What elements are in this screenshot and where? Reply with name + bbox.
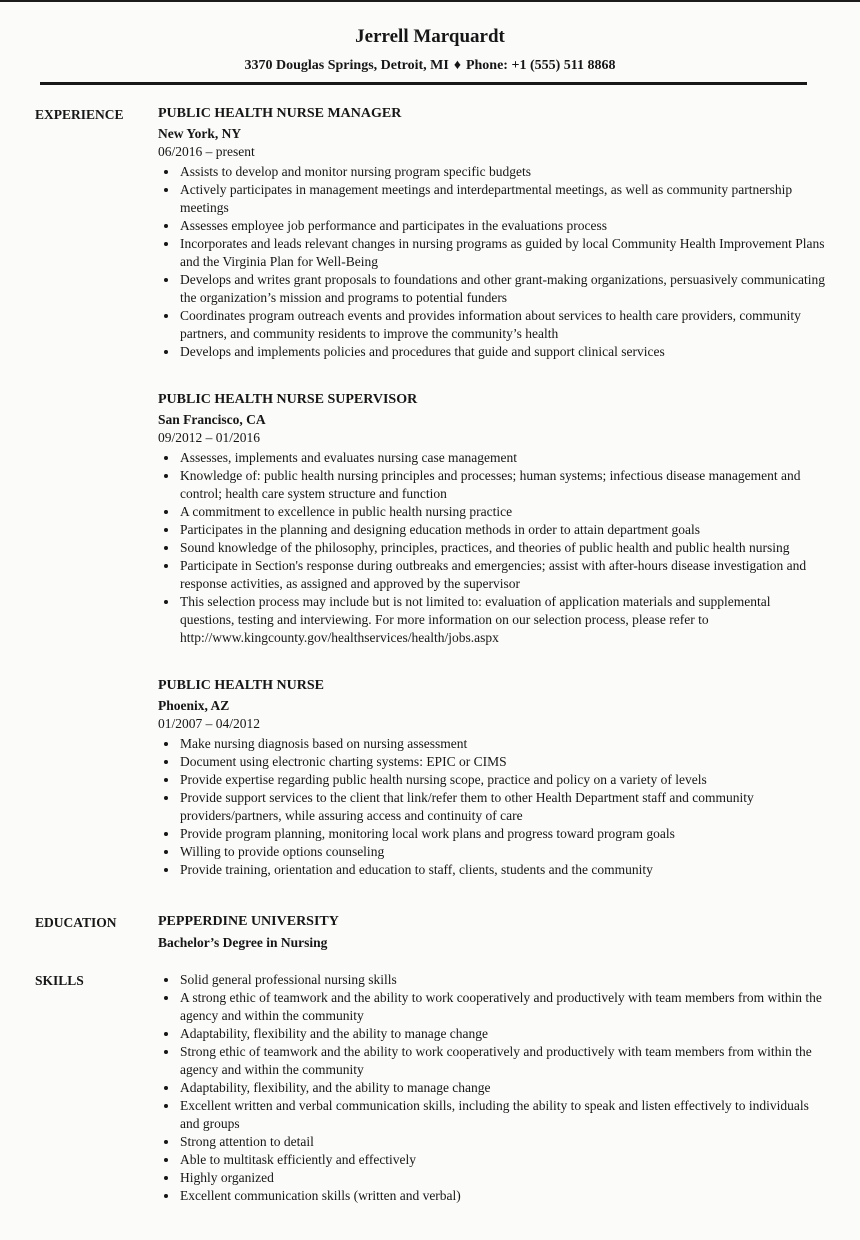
bullet-item: • Solid general professional nursing skills (179, 971, 825, 989)
contact-phone: Phone: +1 (555) 511 8868 (465, 58, 616, 73)
job-location: New York, NY (158, 126, 242, 141)
contact-line (0, 57, 860, 75)
education-content (158, 913, 825, 951)
job-bullet-list (158, 163, 825, 361)
resume-body (0, 85, 860, 1205)
education-section (35, 913, 825, 951)
bullet-item: • Highly organized (179, 1169, 825, 1187)
bullet-item: • Document using electronic charting systems: EPIC or CIMS (179, 753, 825, 771)
job-dates: 09/2012 – 01/2016 (158, 430, 261, 445)
job-location: Phoenix, AZ (158, 698, 230, 713)
bullet-item: • Provide expertise regarding public health nursing scope, practice and policy on a variety of levels (179, 771, 825, 789)
job-bullet-list (158, 735, 825, 879)
bullet-item: • A strong ethic of teamwork and the ability to work cooperatively and productively with team members from within the agency and within the community (179, 989, 825, 1025)
bullet-item: • Actively participates in management meetings and interdepartmental meetings, as well as community partnership meetings (179, 181, 825, 217)
job-title: PUBLIC HEALTH NURSE SUPERVISOR (158, 392, 418, 407)
job-location: San Francisco, CA (158, 412, 266, 427)
bullet-item: • Able to multitask efficiently and effectively (179, 1151, 825, 1169)
bullet-item: • Strong attention to detail (179, 1133, 825, 1151)
bullet-item: • Assesses employee job performance and participates in the evaluations process (179, 217, 825, 235)
bullet-item: • A commitment to excellence in public health nursing practice (179, 503, 825, 521)
job-title: PUBLIC HEALTH NURSE MANAGER (158, 106, 402, 121)
bullet-item: • Develops and implements policies and procedures that guide and support clinical services (179, 343, 825, 361)
bullet-item: • Knowledge of: public health nursing principles and processes; human systems; infectious disease management and control; health care system structure and function (179, 467, 825, 503)
bullet-item: • Excellent written and verbal communication skills, including the ability to speak and listen effectively to individuals and groups (179, 1097, 825, 1133)
bullet-item: • Develops and writes grant proposals to foundations and other grant-making organizations, persuasively communicating the organization’s mission and programs to potential funders (179, 271, 825, 307)
education-section-label: EDUCATION (35, 915, 117, 930)
bullet-item: • Adaptability, flexibility, and the ability to manage change (179, 1079, 825, 1097)
bullet-item: • Assists to develop and monitor nursing program specific budgets (179, 163, 825, 181)
bullet-item: • This selection process may include but is not limited to: evaluation of application materials and supplemental questions, testing and interviewing. For more information on our selection process, please refer to http://www.kingcounty.gov/healthservices/health/jobs.aspx (179, 593, 825, 647)
bullet-item: • Coordinates program outreach events and provides information about services to health care providers, community partners, and community residents to improve the community’s health (179, 307, 825, 343)
skills-content (158, 971, 825, 1205)
job-title: PUBLIC HEALTH NURSE (158, 678, 324, 693)
bullet-item: • Willing to provide options counseling (179, 843, 825, 861)
bullet-item: • Provide program planning, monitoring local work plans and progress toward program goals (179, 825, 825, 843)
job-dates: 06/2016 – present (158, 144, 255, 159)
diamond-separator-icon: ♦ (453, 58, 461, 73)
person-name: Jerrell Marquardt (355, 26, 505, 47)
bullet-item: • Make nursing diagnosis based on nursing assessment (179, 735, 825, 753)
job-bullet-list (158, 449, 825, 647)
skills-bullet-list (158, 971, 825, 1205)
education-school: PEPPERDINE UNIVERSITY (158, 914, 339, 929)
education-degree: Bachelor’s Degree in Nursing (158, 935, 328, 950)
bullet-item: • Participate in Section's response during outbreaks and emergencies; assist with after-hours disease investigation and response activities, as assigned and approved by the supervisor (179, 557, 825, 593)
bullet-item: • Provide training, orientation and education to staff, clients, students and the community (179, 861, 825, 879)
skills-section (35, 971, 825, 1205)
bullet-item: • Assesses, implements and evaluates nursing case management (179, 449, 825, 467)
skills-section-label: SKILLS (35, 973, 84, 988)
bullet-item: • Provide support services to the client that link/refer them to other Health Department staff and community providers/partners, while assuring access and continuity of care (179, 789, 825, 825)
bullet-item: • Adaptability, flexibility and the ability to manage change (179, 1025, 825, 1043)
contact-address: 3370 Douglas Springs, Detroit, MI (244, 58, 449, 73)
job-entry-manager (158, 105, 825, 361)
bullet-item: • Sound knowledge of the philosophy, principles, practices, and theories of public health and public health nursing (179, 539, 825, 557)
resume-header (0, 2, 860, 85)
job-dates: 01/2007 – 04/2012 (158, 716, 261, 731)
experience-section (35, 105, 825, 879)
bullet-item: • Excellent communication skills (written and verbal) (179, 1187, 825, 1205)
bullet-item: • Incorporates and leads relevant changes in nursing programs as guided by local Community Health Improvement Plans and the Virginia Plan for Well-Being (179, 235, 825, 271)
experience-section-label: EXPERIENCE (35, 107, 124, 122)
job-entry-nurse (158, 677, 825, 879)
experience-content (158, 105, 825, 879)
job-entry-supervisor (158, 391, 825, 647)
bullet-item: • Participates in the planning and designing education methods in order to attain department goals (179, 521, 825, 539)
bullet-item: • Strong ethic of teamwork and the ability to work cooperatively and productively with team members from within the agency and within the community (179, 1043, 825, 1079)
